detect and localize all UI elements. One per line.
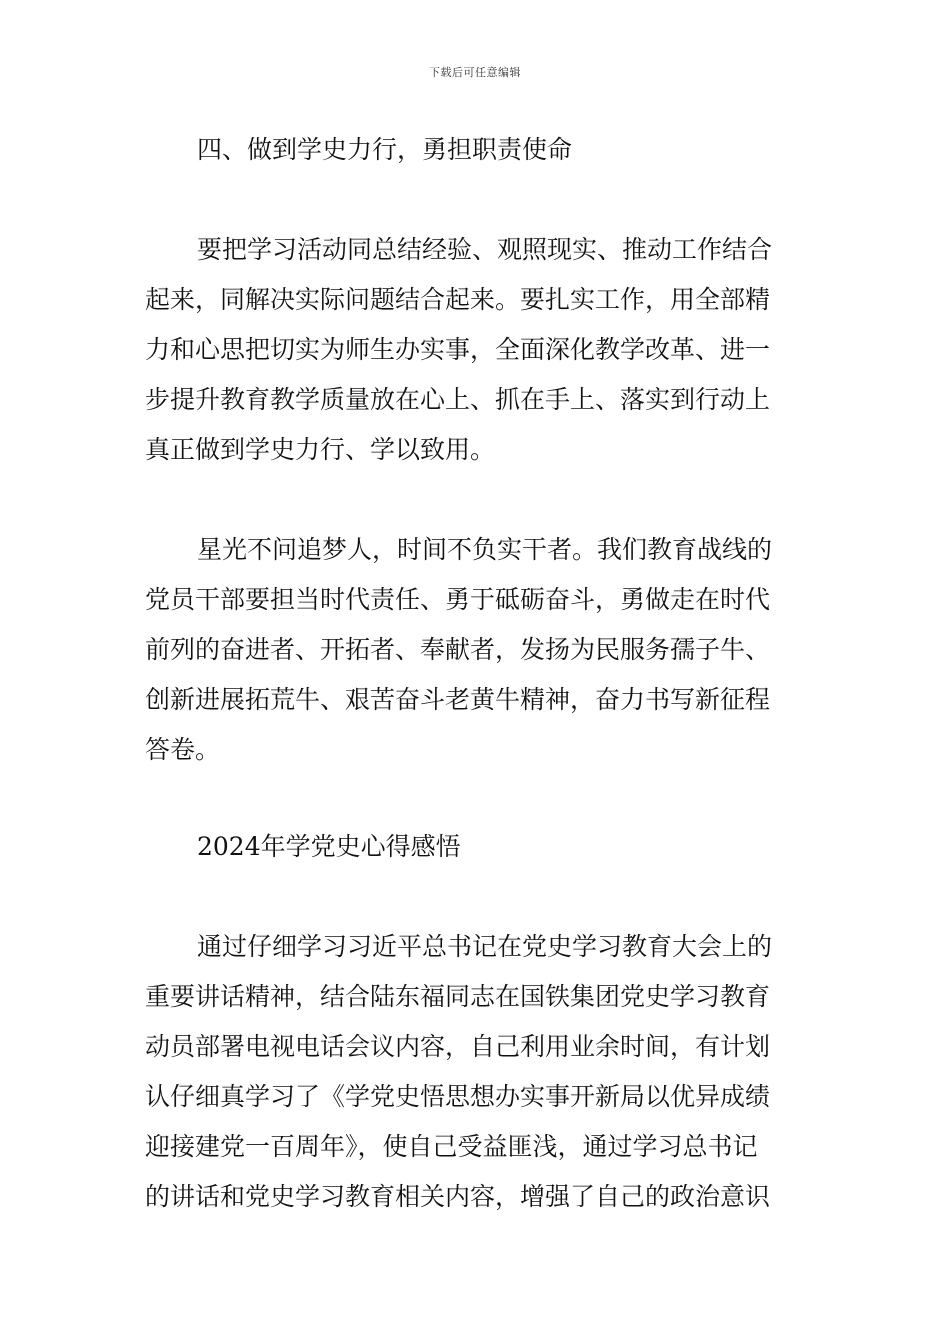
paragraph-line: 星光不问追梦人，时间不负实干者。我们教育战线的 [197, 535, 773, 564]
paragraph-line: 通过仔细学习习近平总书记在党史学习教育大会上的 [197, 932, 773, 961]
paragraph-line: 党员干部要担当时代责任、勇于砥砺奋斗，勇做走在时代 [145, 585, 771, 614]
article-title: 2024年学党史心得感悟 [197, 832, 461, 861]
paragraph-line: 起来，同解决实际问题结合起来。要扎实工作，用全部精 [145, 285, 771, 314]
paragraph-line: 真正做到学史力行、学以致用。 [145, 435, 496, 464]
paragraph-line: 的讲话和党史学习教育相关内容，增强了自己的政治意识 [145, 1182, 771, 1211]
paragraph-line: 迎接建党一百周年》，使自己受益匪浅，通过学习总书记 [145, 1132, 758, 1161]
paragraph-line: 力和心思把切实为师生办实事，全面深化教学改革、进一 [145, 335, 771, 364]
paragraph-line: 创新进展拓荒牛、艰苦奋斗老黄牛精神，奋力书写新征程 [145, 685, 771, 714]
paragraph-line: 步提升教育教学质量放在心上、抓在手上、落实到行动上 [145, 385, 771, 414]
paragraph-line: 认仔细真学习了《学党史悟思想办实事开新局以优异成绩 [145, 1082, 771, 1111]
paragraph-3 [145, 922, 810, 1222]
section-heading: 四、做到学史力行，勇担职责使命 [197, 135, 573, 164]
paragraph-2 [145, 525, 810, 775]
paragraph-line: 前列的奋进者、开拓者、奉献者，发扬为民服务孺子牛、 [145, 635, 771, 664]
paragraph-line: 重要讲话精神，结合陆东福同志在国铁集团党史学习教育 [145, 982, 771, 1011]
header-note: 下载后可任意编辑 [429, 66, 521, 79]
paragraph-line: 答卷。 [145, 735, 221, 764]
paragraph-1 [145, 225, 810, 475]
paragraph-line: 动员部署电视电话会议内容，自己利用业余时间，有计划 [145, 1032, 771, 1061]
paragraph-line: 要把学习活动同总结经验、观照现实、推动工作结合 [197, 235, 773, 264]
